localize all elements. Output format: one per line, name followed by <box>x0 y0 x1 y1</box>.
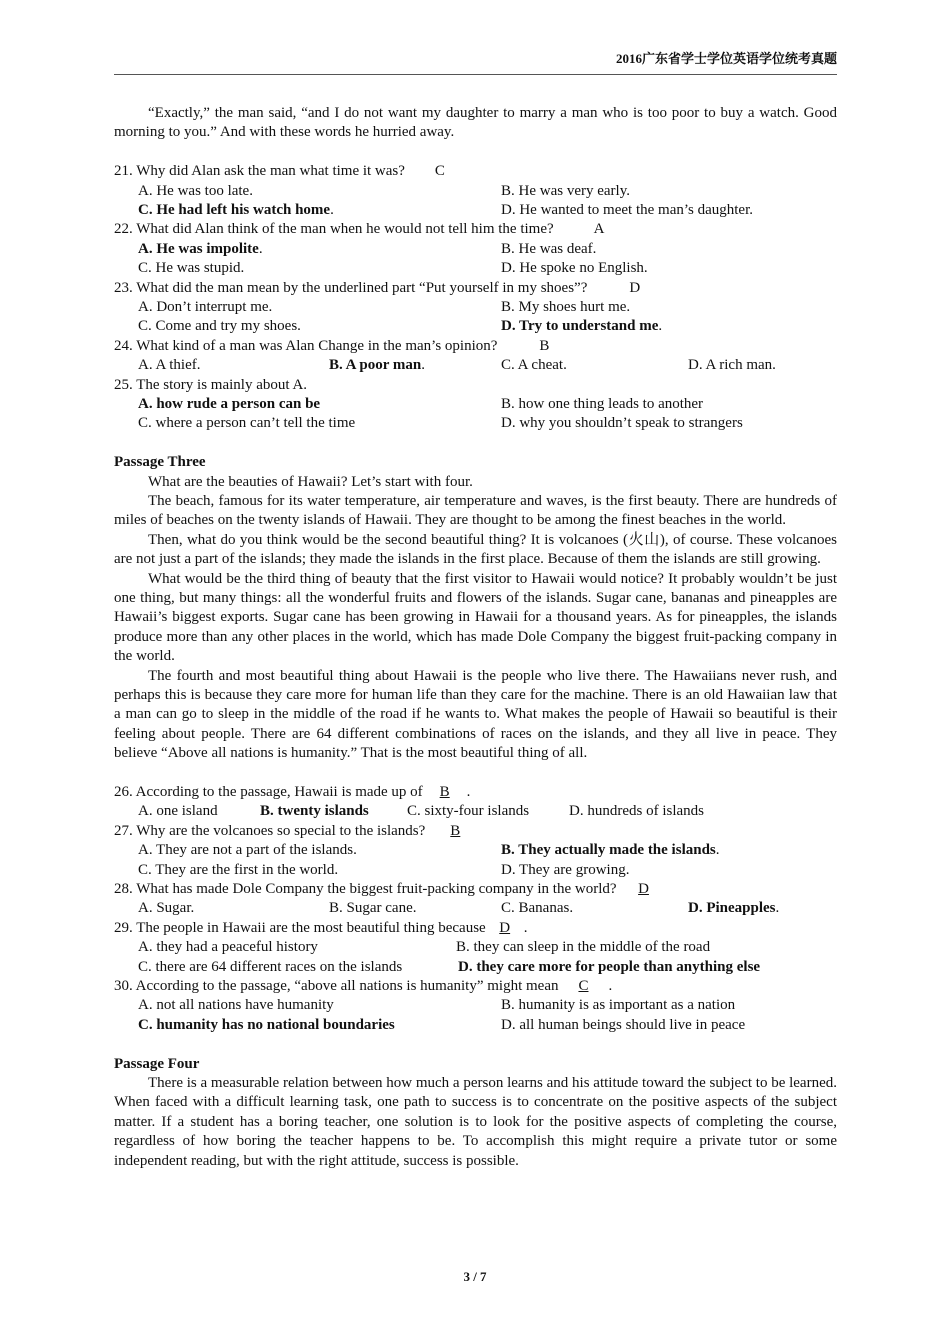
options-row: A. They are not a part of the islands. B. They actually made the islands. <box>114 841 837 860</box>
options-row: A. He was impolite. B. He was deaf. <box>114 240 837 259</box>
option-d: D. A rich man. <box>688 357 776 374</box>
passage-paragraph: What would be the third thing of beauty that the first visitor to Hawaii would notice? It probably wouldn’t be just one thing, but many things: all the wonderful fruits and flowers of the islands. Sugar cane, bananas and pineapples are Hawaii’s biggest exports. Sugar cane has been growing in Hawaii for a thousand years. As for pineapples, the islands produce more than any other places in the world, which has made Dole Company the biggest fruit-packing company in the world. <box>114 570 837 665</box>
option-d-correct: D. Try to understand me <box>501 318 659 335</box>
options-row <box>114 958 837 977</box>
question-28 <box>114 880 837 899</box>
option-c-correct: C. He had left his watch home <box>138 202 331 218</box>
option-a: A. A thief. <box>138 357 201 374</box>
option-a: A. one island <box>138 803 218 820</box>
header-title: 2016广东省学士学位英语学位统考真题 <box>615 51 837 66</box>
answer-blank: B <box>439 784 450 801</box>
option-c: C. They are the first in the world. <box>138 861 339 878</box>
options-row <box>114 414 837 433</box>
answer-blank: D <box>499 919 511 936</box>
options-row: A. A thief. B. A poor man. C. A cheat. D. A rich man. <box>114 356 837 375</box>
option-c: C. sixty-four islands <box>407 803 530 820</box>
question-stem: 26. According to the passage, Hawaii is made up of <box>114 784 423 801</box>
question-stem: 22. What did Alan think of the man when he would not tell him the time? <box>114 221 554 238</box>
question-29: 29. The people in Hawaii are the most beautiful thing because D . <box>114 919 837 938</box>
option-b: B. He was deaf. <box>501 240 597 257</box>
options-row <box>114 938 837 957</box>
option-c-correct: C. humanity has no national boundaries <box>138 1016 395 1033</box>
answer-blank: B <box>450 822 461 839</box>
option-d-correct: D. Pineapples <box>688 900 776 917</box>
option-b: B. My shoes hurt me. <box>501 298 631 315</box>
answer-key: D <box>629 279 641 296</box>
option-b: B. Sugar cane. <box>329 900 417 917</box>
document-body <box>114 104 837 1171</box>
passage-paragraph: There is a measurable relation between how much a person learns and his attitude toward the subject to be learned. When faced with a difficult learning task, one path to success is to concentrate on the positive aspects of the subject matter. If a student has a boring teacher, one solution is to look for the positive aspects of completing the course, regardless of how boring the teacher happens to be. To accomplish this might require a private tutor or some independent reading, but with the right attitude, success is possible. <box>114 1074 837 1169</box>
options-row: C. Come and try my shoes. D. Try to understand me. <box>114 317 837 336</box>
option-d: D. They are growing. <box>501 861 630 878</box>
passage-four-heading: Passage Four <box>114 1055 200 1072</box>
option-b: B. how one thing leads to another <box>501 395 704 412</box>
option-d-correct: D. they care more for people than anything else <box>458 958 761 975</box>
answer-blank: C <box>578 978 589 994</box>
option-c: C. there are 64 different races on the islands <box>138 958 403 975</box>
question-stem: 28. What has made Dole Company the biggest fruit-packing company in the world? <box>114 881 617 898</box>
option-c: C. A cheat. <box>501 357 567 374</box>
option-c: C. Come and try my shoes. <box>138 318 301 335</box>
option-b-correct: B. They actually made the islands <box>501 842 716 859</box>
option-b: B. humanity is as important as a nation <box>501 997 736 1014</box>
option-a: A. they had a peaceful history <box>138 939 318 956</box>
question-27 <box>114 822 837 841</box>
option-b-correct: B. twenty islands <box>260 803 369 820</box>
option-c: C. He was stupid. <box>138 260 245 277</box>
option-a: A. not all nations have humanity <box>138 997 334 1014</box>
options-row <box>114 395 837 414</box>
question-26: 26. According to the passage, Hawaii is made up of B . <box>114 783 837 802</box>
option-c: C. where a person can’t tell the time <box>138 415 356 432</box>
option-c: C. Bananas. <box>501 900 574 917</box>
option-d: D. He wanted to meet the man’s daughter. <box>501 202 754 218</box>
question-30: 30. According to the passage, “above all nations is humanity” might mean C . <box>114 977 837 996</box>
question-stem: 24. What kind of a man was Alan Change in the man’s opinion? <box>114 337 498 354</box>
passage-paragraph: What are the beauties of Hawaii? Let’s start with four. <box>148 473 473 490</box>
question-23 <box>114 279 837 298</box>
option-d: D. why you shouldn’t speak to strangers <box>501 415 743 432</box>
answer-key: C <box>434 163 445 180</box>
question-stem: 30. According to the passage, “above all nations is humanity” might mean <box>114 978 559 994</box>
option-a-correct: A. He was impolite <box>138 240 259 257</box>
option-b-correct: B. A poor man <box>329 357 422 374</box>
answer-key: B <box>539 337 550 354</box>
page-number: 3 / 7 <box>463 1269 487 1284</box>
question-stem: 29. The people in Hawaii are the most beautiful thing because <box>114 919 486 936</box>
option-d: D. hundreds of islands <box>569 803 704 820</box>
question-25 <box>114 376 837 395</box>
option-d: D. He spoke no English. <box>501 260 648 277</box>
option-a-correct: A. how rude a person can be <box>138 395 321 412</box>
option-a: A. He was too late. <box>138 182 253 199</box>
options-row <box>114 298 837 317</box>
options-row <box>114 259 837 278</box>
options-row <box>114 1016 837 1035</box>
options-row <box>114 182 837 201</box>
option-a: A. They are not a part of the islands. <box>138 842 357 859</box>
option-a: A. Don’t interrupt me. <box>138 298 273 315</box>
question-24 <box>114 337 837 356</box>
passage-paragraph: The beach, famous for its water temperature, air temperature and waves, is the first beauty. There are hundreds of miles of beaches on the twenty islands of Hawaii. They are thought to be among the finest beaches in the world. <box>114 492 837 529</box>
question-stem: 21. Why did Alan ask the man what time it was? <box>114 163 405 180</box>
passage-paragraph: Then, what do you think would be the second beautiful thing? It is volcanoes (火山), of course. These volcanoes are not just a part of the islands; they made the islands in the first place. Because of them the islands are still growing. <box>114 531 837 568</box>
question-stem: 25. The story is mainly about A. <box>114 376 308 393</box>
option-b: B. they can sleep in the middle of the road <box>456 939 711 956</box>
question-21 <box>114 162 837 181</box>
options-row <box>114 861 837 880</box>
options-row: A. Sugar. B. Sugar cane. C. Bananas. D. Pineapples. <box>114 899 837 918</box>
question-22 <box>114 220 837 239</box>
question-stem: 23. What did the man mean by the underlined part “Put yourself in my shoes”? <box>114 279 588 296</box>
option-b: B. He was very early. <box>501 182 630 199</box>
options-row <box>114 802 837 821</box>
passage-paragraph: The fourth and most beautiful thing about Hawaii is the people who live there. The Hawaiians never rush, and perhaps this is because they care more for human life than they care for the machine. There is an old Hawaiian law that a man can go to sleep in the middle of the road if he wants to. What makes the people of Hawaii so beautiful is their feeling about people. There are 64 different combinations of races on the islands, and they all live in peace. They believe “Above all nations is humanity.” That is the most beautiful thing of all. <box>114 667 837 762</box>
answer-key: A <box>593 221 605 238</box>
answer-blank: D <box>638 881 649 898</box>
option-a: A. Sugar. <box>138 900 195 917</box>
page-header <box>114 48 837 75</box>
passage-three-heading: Passage Three <box>114 454 206 471</box>
option-d: D. all human beings should live in peace <box>501 1016 746 1033</box>
story-ending-paragraph: “Exactly,” the man said, “and I do not want my daughter to marry a man who is too poor to buy a watch. Good morning to you.” And with these words he hurried away. <box>114 105 837 141</box>
question-stem: 27. Why are the volcanoes so special to the islands? <box>114 822 426 839</box>
options-row <box>114 996 837 1015</box>
options-row: C. He had left his watch home. D. He wanted to meet the man’s daughter. <box>114 201 837 220</box>
